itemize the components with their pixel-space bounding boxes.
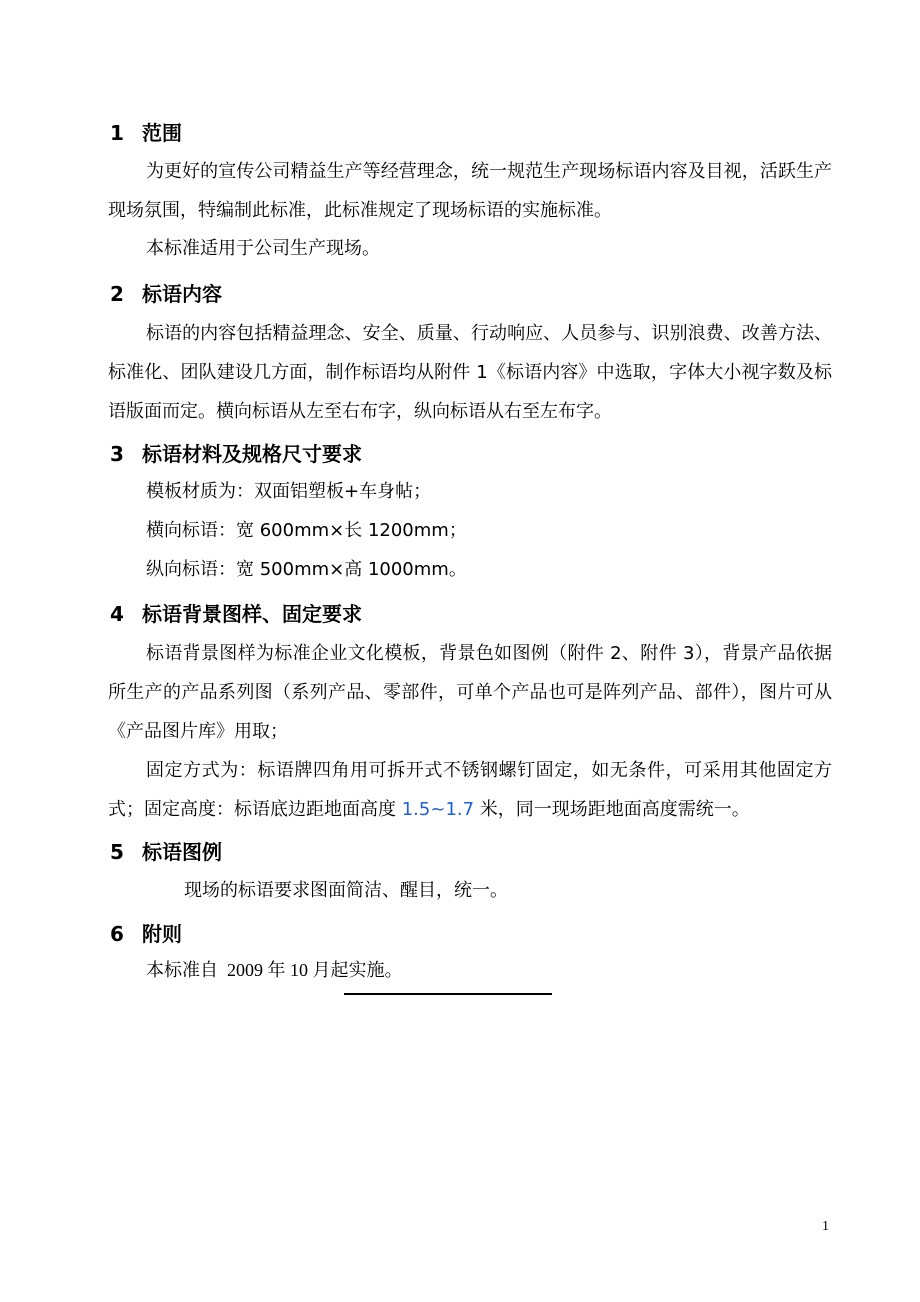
section-number: 6 — [110, 922, 124, 946]
section-2-heading — [110, 281, 222, 307]
vertical-size-line: 纵向标语：宽 500mm×高 1000mm。 — [146, 559, 467, 580]
section-number: 4 — [110, 602, 124, 626]
section-number: 3 — [110, 442, 124, 466]
section-title: 标语背景图样、固定要求 — [142, 602, 362, 626]
fixing-text-after: 米，同一现场距地面高度需统一。 — [474, 799, 750, 820]
section-4-paragraph-1: 标语背景图样为标准企业文化模板，背景色如图例（附件 2、附件 3），背景产品依据所生产的产品系列图（系列产品、零部件，可单个产品也可是阵列产品、部件），图片可从《产品图片库》用取； — [108, 643, 832, 742]
section-2-paragraph-1: 标语的内容包括精益理念、安全、质量、行动响应、人员参与、识别浪费、改善方法、标准化、团队建设几方面，制作标语均从附件 1《标语内容》中选取，字体大小视字数及标语版面而定。横向标语从左至右布字，纵向标语从右至左布字。 — [108, 323, 832, 422]
section-title: 附则 — [142, 922, 182, 946]
section-1-paragraph-1: 为更好的宣传公司精益生产等经营理念，统一规范生产现场标语内容及目视，活跃生产现场氛围，特编制此标准，此标准规定了现场标语的实施标准。 — [108, 161, 832, 221]
section-4-heading — [110, 601, 362, 627]
end-divider — [344, 993, 552, 995]
section-5-heading — [110, 839, 222, 865]
section-number: 2 — [110, 282, 124, 306]
material-line: 模板材质为：双面铝塑板+车身帖； — [146, 481, 432, 502]
section-title: 标语内容 — [142, 282, 222, 306]
section-title: 标语图例 — [142, 840, 222, 864]
section-title: 范围 — [142, 121, 182, 145]
section-title: 标语材料及规格尺寸要求 — [142, 442, 362, 466]
page-number: 1 — [822, 1219, 829, 1234]
fixing-text-before: 固定方式为：标语牌四角用可拆开式不锈钢螺钉固定，如无条件，可采用其他固定方式；固定高度：标语底边距地面高度 — [108, 760, 832, 820]
section-number: 5 — [110, 840, 124, 864]
height-range-value: 1.5~1.7 — [401, 799, 475, 820]
horizontal-size-line: 横向标语：宽 600mm×长 1200mm； — [146, 520, 467, 541]
section-1-paragraph-2: 本标准适用于公司生产现场。 — [146, 238, 380, 259]
section-number: 1 — [110, 121, 124, 145]
section-5-paragraph-1: 现场的标语要求图面简洁、醒目，统一。 — [184, 880, 508, 901]
section-6-heading — [110, 921, 182, 947]
section-4-fixing-paragraph — [108, 751, 832, 829]
effective-date-line: 本标准自 2009 年 10 月起实施。 — [146, 960, 403, 980]
section-3-heading — [110, 441, 362, 467]
section-1-heading — [110, 120, 182, 146]
